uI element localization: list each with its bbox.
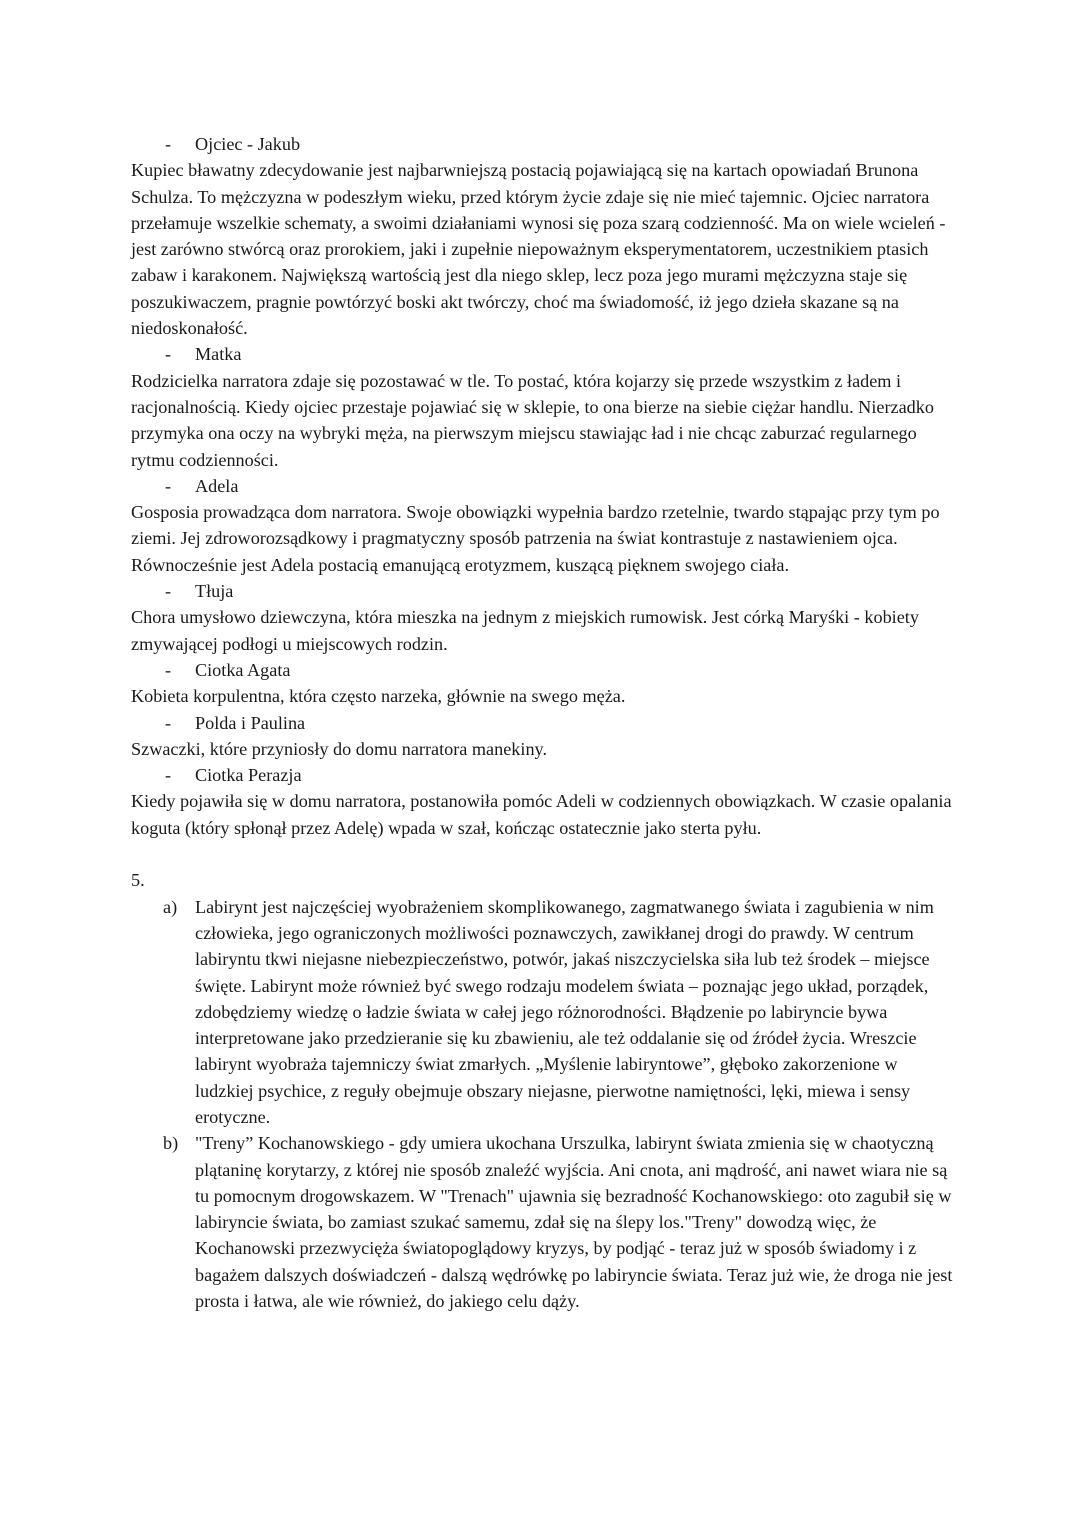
character-name: Tłuja: [195, 581, 234, 602]
list-item-text: "Treny” Kochanowskiego - gdy umiera ukochana Urszulka, labirynt świata zmienia się w chaotyczną plątaninę korytarzy, z której nie sposób znaleźć wyjścia. Ani cnota, ani mądrość, ani nawet wiara nie są tu pomocnym drogowskazem. W "Trenach" ujawnia się bezradność Kochanowskiego: oto zagubił się w labiryncie świata, bo zamiast szukać samemu, zdał się na ślepy los."Treny" dowodzą więc, że Kochanowski przezwycięża światopoglądowy kryzys, by podjąć - teraz już w sposób świadomy i z bagażem dalszych doświadczeń - dalszą wędrówkę po labiryncie świata. Teraz już wie, że droga nie jest prosta i łatwa, ale wie również, do jakiego celu dąży.: [195, 1133, 953, 1312]
character-description: Kobieta korpulentna, która często narzeka, głównie na swego męża.: [131, 686, 626, 707]
blank-line: [131, 841, 957, 867]
character-heading: [131, 131, 957, 157]
list-item-text: Labirynt jest najczęściej wyobrażeniem skomplikowanego, zagmatwanego świata i zagubienia w nim człowieka, jego ograniczonych możliwości poznawczych, zawikłanej drogi do prawdy. W centrum labiryntu tkwi niejasne niebezpieczeństwo, potwór, jakaś niszczycielska siła lub też środek – miejsce święte. Labirynt może również być swego rodzaju modelem świata – poznając jego układ, porządek, zdobędziemy wiedzę o ładzie świata w całej jego różnorodności. Błądzenie po labiryncie bywa interpretowane jako przedzieranie się ku zbawieniu, ale też oddalanie się od źródeł życia. Wreszcie labirynt wyobraża tajemniczy świat zmarłych. „Myślenie labiryntowe”, głęboko zakorzenione w ludzkiej psychice, z reguły obejmuje obszary niejasne, pierwotne namiętności, lęki, miewa i sensy erotyczne.: [195, 896, 934, 1127]
list-marker: b): [163, 1133, 179, 1154]
bullet-dash: -: [165, 344, 172, 365]
bullet-dash: -: [165, 659, 172, 680]
character-description: Rodzicielka narratora zdaje się pozostawać w tle. To postać, która kojarzy się przede wszystkim z ładem i racjonalnością. Kiedy ojciec przestaje pojawiać się w sklepie, to ona bierze na siebie ciężar handlu. Nierzadko przymyka ona oczy na wybryki męża, na pierwszym miejscu stawiając ład i nie chcąc zaburzać regularnego rytmu codzienności.: [131, 370, 934, 470]
list-marker: a): [163, 896, 178, 917]
bullet-dash: -: [165, 765, 172, 786]
bullet-dash: -: [165, 134, 172, 154]
character-entry: [131, 762, 957, 841]
character-entry: [131, 578, 957, 657]
character-description: Kupiec bławatny zdecydowanie jest najbarwniejszą postacią pojawiającą się na kartach opowiadań Brunona Schulza. To mężczyzna w podeszłym wieku, przed którym życie zdaje się nie mieć tajemnic. Ojciec narratora przełamuje wszelkie schematy, a swoimi działaniami wynosi się poza szarą codzienność. Ma on wiele wcieleń - jest zarówno stwórcą oraz prorokiem, jaki i zupełnie niepoważnym eksperymentatorem, uczestnikiem ptasich zabaw i karakonem. Największą wartością jest dla niego sklep, lecz poza jego murami mężczyzna staje się poszukiwaczem, pragnie powtórzyć boski akt twórczy, choć ma świadomość, iż jego dzieła skazane są na niedoskonałość.: [131, 160, 946, 339]
character-entry: [131, 710, 957, 763]
character-name: Ciotka Agata: [195, 659, 291, 680]
character-name: Ciotka Perazja: [195, 765, 302, 786]
character-entry: [131, 131, 957, 341]
character-name: Polda i Paulina: [195, 712, 306, 733]
document-content: [131, 131, 957, 1314]
bullet-dash: -: [165, 475, 172, 496]
character-heading: [131, 578, 957, 604]
character-heading: [131, 762, 957, 788]
character-heading: [131, 341, 957, 367]
list-item: [131, 1130, 957, 1314]
character-name: Matka: [195, 344, 242, 365]
character-heading: [131, 710, 957, 736]
bullet-dash: -: [165, 712, 172, 733]
character-description: Kiedy pojawiła się w domu narratora, postanowiła pomóc Adeli w codziennych obowiązkach. W czasie opalania koguta (który spłonął przez Adelę) wpada w szał, kończąc ostatecznie jako sterta pyłu.: [131, 791, 952, 838]
character-entry: [131, 341, 957, 472]
character-description: Szwaczki, które przyniosły do domu narratora manekiny.: [131, 738, 547, 759]
section-number: 5.: [131, 870, 145, 891]
character-name: Ojciec - Jakub: [195, 134, 301, 154]
bullet-dash: -: [165, 581, 172, 602]
character-heading: [131, 473, 957, 499]
character-entry: [131, 473, 957, 578]
character-description: Gosposia prowadząca dom narratora. Swoje obowiązki wypełnia bardzo rzetelnie, twardo stąpając przy tym po ziemi. Jej zdroworozsądkowy i pragmatyczny sposób patrzenia na świat kontrastuje z nastawieniem ojca. Równocześnie jest Adela postacią emanującą erotyzmem, kuszącą pięknem swojego ciała.: [131, 502, 940, 575]
character-description: Chora umysłowo dziewczyna, która mieszka na jednym z miejskich rumowisk. Jest córką Maryśki - kobiety zmywającej podłogi u miejscowych rodzin.: [131, 607, 919, 654]
list-item: [131, 894, 957, 1131]
character-heading: [131, 657, 957, 683]
character-entry: [131, 657, 957, 710]
character-name: Adela: [195, 475, 239, 496]
